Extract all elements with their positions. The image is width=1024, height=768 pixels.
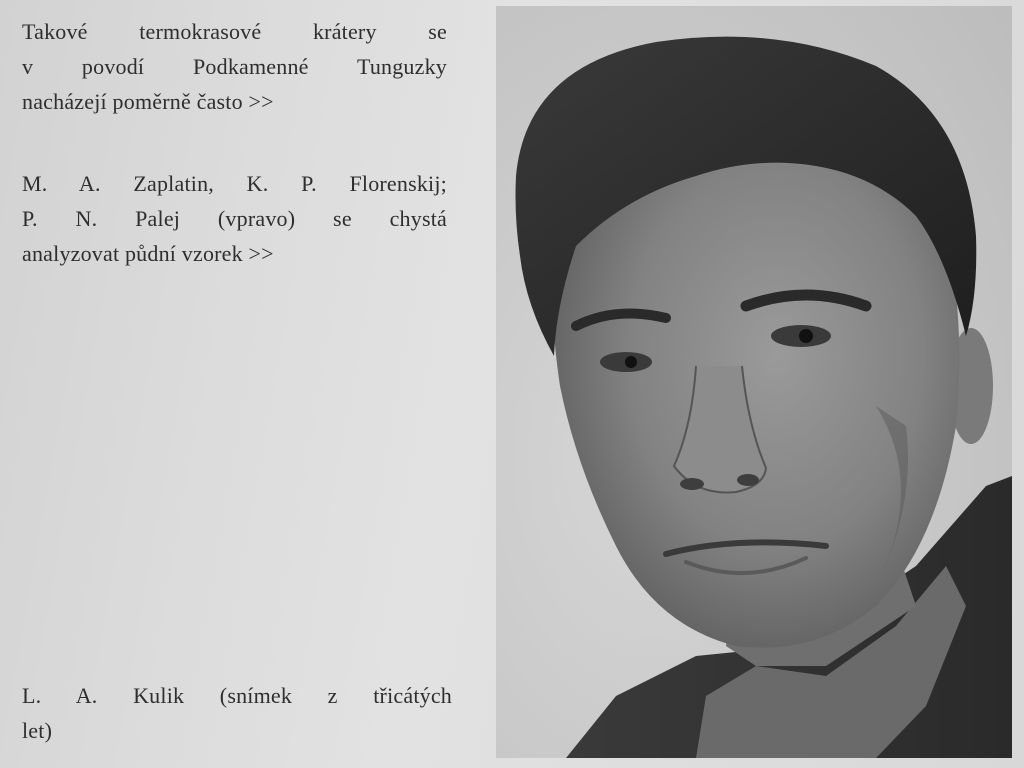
caption-line: M. A. Zaplatin, K. P. Florenskij;: [22, 171, 447, 196]
caption-researchers: [22, 166, 447, 271]
photo-right-pupil: [799, 329, 813, 343]
portrait-illustration: [496, 6, 1012, 758]
caption-line: nacházejí poměrně často >>: [22, 89, 274, 114]
caption-line: Takové termokrasové krátery se: [22, 19, 447, 44]
caption-craters: [22, 14, 447, 119]
caption-line: v povodí Podkamenné Tunguzky: [22, 54, 447, 79]
caption-line: let): [22, 718, 53, 743]
caption-kulik: [22, 678, 452, 748]
caption-line: analyzovat půdní vzorek >>: [22, 241, 274, 266]
photo-left-pupil: [625, 356, 637, 368]
caption-line: P. N. Palej (vpravo) se chystá: [22, 206, 447, 231]
photo-nostril: [737, 474, 759, 486]
photo-nostril: [680, 478, 704, 490]
caption-line: L. A. Kulik (snímek z třicátých: [22, 683, 452, 708]
portrait-photo: [496, 6, 1012, 758]
